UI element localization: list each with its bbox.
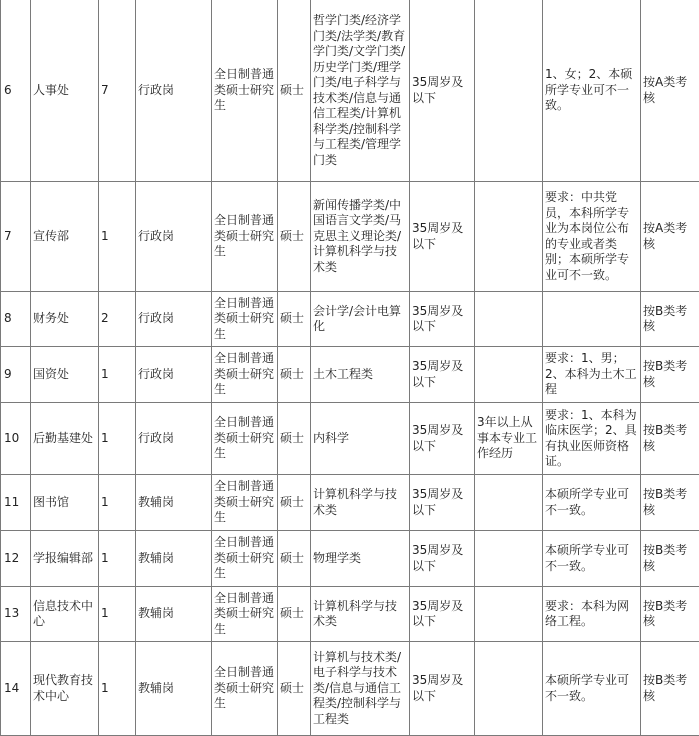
experience (475, 587, 543, 642)
experience (475, 642, 543, 736)
post-type: 行政岗 (136, 347, 212, 403)
degree: 硕士 (278, 475, 311, 531)
requirements (543, 292, 641, 347)
row-number: 6 (1, 0, 31, 182)
exam-type: 按A类考核 (641, 0, 699, 182)
degree: 硕士 (278, 182, 311, 292)
major: 会计学/会计电算化 (311, 292, 410, 347)
headcount: 2 (99, 292, 136, 347)
degree: 硕士 (278, 347, 311, 403)
row-number: 10 (1, 403, 31, 475)
row-number: 8 (1, 292, 31, 347)
post-type: 行政岗 (136, 292, 212, 347)
study-mode: 全日制普通类硕士研究生 (212, 531, 278, 587)
post-type: 教辅岗 (136, 587, 212, 642)
requirements: 1、女；2、本硕所学专业可不一致。 (543, 0, 641, 182)
row-number: 13 (1, 587, 31, 642)
requirements: 要求：中共党员，本科所学专业为本岗位公布的专业或者类别；本硕所学专业可不一致。 (543, 182, 641, 292)
table-row (1, 642, 699, 736)
requirements: 要求：1、本科为临床医学；2、具有执业医师资格证。 (543, 403, 641, 475)
degree: 硕士 (278, 292, 311, 347)
study-mode: 全日制普通类硕士研究生 (212, 642, 278, 736)
study-mode: 全日制普通类硕士研究生 (212, 292, 278, 347)
row-number: 7 (1, 182, 31, 292)
study-mode: 全日制普通类硕士研究生 (212, 182, 278, 292)
requirements: 本硕所学专业可不一致。 (543, 531, 641, 587)
table-row (1, 182, 699, 292)
major: 计算机科学与技术类 (311, 475, 410, 531)
study-mode: 全日制普通类硕士研究生 (212, 475, 278, 531)
department: 人事处 (31, 0, 99, 182)
major: 哲学门类/经济学门类/法学类/教育学门类/文学门类/历史学门类/理学门类/电子科学与技术类/信息与通信工程类/计算机科学类/控制科学与工程类/管理学门类 (311, 0, 410, 182)
department: 宣传部 (31, 182, 99, 292)
study-mode: 全日制普通类硕士研究生 (212, 403, 278, 475)
headcount: 7 (99, 0, 136, 182)
exam-type: 按B类考核 (641, 587, 699, 642)
major: 土木工程类 (311, 347, 410, 403)
post-type: 行政岗 (136, 0, 212, 182)
exam-type: 按B类考核 (641, 292, 699, 347)
headcount: 1 (99, 587, 136, 642)
degree: 硕士 (278, 531, 311, 587)
study-mode: 全日制普通类硕士研究生 (212, 0, 278, 182)
exam-type: 按B类考核 (641, 347, 699, 403)
requirements: 本硕所学专业可不一致。 (543, 642, 641, 736)
age-limit: 35周岁及以下 (410, 587, 475, 642)
table-row (1, 0, 699, 182)
table-body (1, 0, 699, 736)
age-limit: 35周岁及以下 (410, 182, 475, 292)
experience (475, 292, 543, 347)
experience (475, 0, 543, 182)
table-row (1, 531, 699, 587)
major: 计算机科学与技术类 (311, 587, 410, 642)
degree: 硕士 (278, 403, 311, 475)
department: 学报编辑部 (31, 531, 99, 587)
major: 内科学 (311, 403, 410, 475)
post-type: 教辅岗 (136, 642, 212, 736)
age-limit: 35周岁及以下 (410, 475, 475, 531)
headcount: 1 (99, 347, 136, 403)
requirements: 要求：本科为网络工程。 (543, 587, 641, 642)
major: 计算机与技术类/电子科学与技术类/信息与通信工程类/控制科学与工程类 (311, 642, 410, 736)
exam-type: 按B类考核 (641, 642, 699, 736)
study-mode: 全日制普通类硕士研究生 (212, 587, 278, 642)
degree: 硕士 (278, 587, 311, 642)
department: 财务处 (31, 292, 99, 347)
table-row (1, 475, 699, 531)
row-number: 12 (1, 531, 31, 587)
major: 物理学类 (311, 531, 410, 587)
exam-type: 按B类考核 (641, 475, 699, 531)
age-limit: 35周岁及以下 (410, 642, 475, 736)
degree: 硕士 (278, 0, 311, 182)
degree: 硕士 (278, 642, 311, 736)
experience (475, 531, 543, 587)
department: 国资处 (31, 347, 99, 403)
requirements: 本硕所学专业可不一致。 (543, 475, 641, 531)
table-row (1, 292, 699, 347)
experience (475, 182, 543, 292)
experience (475, 347, 543, 403)
age-limit: 35周岁及以下 (410, 531, 475, 587)
headcount: 1 (99, 531, 136, 587)
post-type: 行政岗 (136, 182, 212, 292)
headcount: 1 (99, 182, 136, 292)
department: 现代教育技术中心 (31, 642, 99, 736)
row-number: 11 (1, 475, 31, 531)
study-mode: 全日制普通类硕士研究生 (212, 347, 278, 403)
row-number: 14 (1, 642, 31, 736)
row-number: 9 (1, 347, 31, 403)
headcount: 1 (99, 403, 136, 475)
post-type: 教辅岗 (136, 475, 212, 531)
headcount: 1 (99, 475, 136, 531)
exam-type: 按A类考核 (641, 182, 699, 292)
experience: 3年以上从事本专业工作经历 (475, 403, 543, 475)
post-type: 教辅岗 (136, 531, 212, 587)
age-limit: 35周岁及以下 (410, 292, 475, 347)
age-limit: 35周岁及以下 (410, 347, 475, 403)
age-limit: 35周岁及以下 (410, 403, 475, 475)
department: 后勤基建处 (31, 403, 99, 475)
major: 新闻传播学类/中国语言文学类/马克思主义理论类/计算机科学与技术类 (311, 182, 410, 292)
post-type: 行政岗 (136, 403, 212, 475)
table-row (1, 403, 699, 475)
headcount: 1 (99, 642, 136, 736)
experience (475, 475, 543, 531)
requirements: 要求：1、男；2、本科为土木工程 (543, 347, 641, 403)
department: 图书馆 (31, 475, 99, 531)
table-row (1, 347, 699, 403)
exam-type: 按B类考核 (641, 403, 699, 475)
age-limit: 35周岁及以下 (410, 0, 475, 182)
department: 信息技术中心 (31, 587, 99, 642)
exam-type: 按B类考核 (641, 531, 699, 587)
table-row (1, 587, 699, 642)
